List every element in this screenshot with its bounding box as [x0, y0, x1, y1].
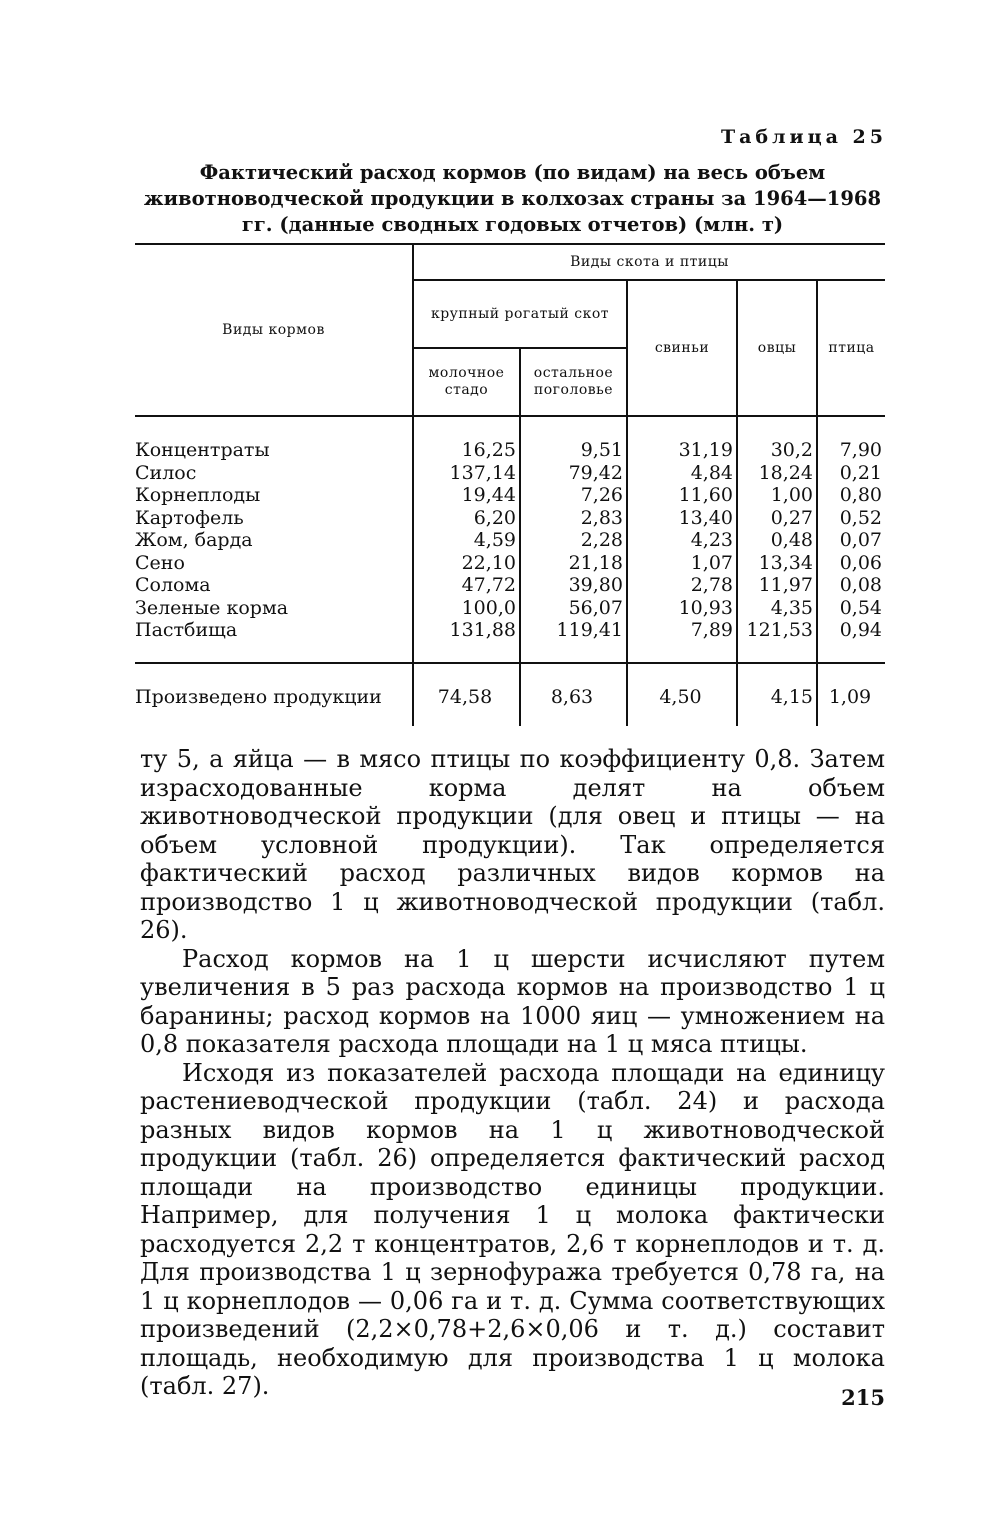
cell-other: 7,26 — [520, 484, 627, 507]
page-number: 215 — [841, 1385, 885, 1410]
header-pigs: свиньи — [627, 280, 737, 416]
cell-sheep: 0,27 — [737, 507, 817, 530]
cell-pigs: 4,23 — [627, 529, 737, 552]
cell-sheep: 0,48 — [737, 529, 817, 552]
header-dairy: молочное стадо — [413, 348, 520, 416]
body-text — [140, 745, 885, 1401]
cell-sheep: 18,24 — [737, 462, 817, 485]
feed-name: Зеленые корма — [135, 596, 289, 619]
cell-sheep: 11,97 — [737, 574, 817, 597]
total-pigs: 4,50 — [627, 663, 737, 727]
cell-dairy: 137,14 — [413, 462, 520, 485]
cell-poultry: 0,80 — [817, 484, 885, 507]
cell-dairy: 19,44 — [413, 484, 520, 507]
feed-name: Концентраты — [135, 439, 270, 461]
cell-poultry: 0,21 — [817, 462, 885, 485]
total-other: 8,63 — [520, 663, 627, 727]
feed-name: Сено — [135, 551, 185, 574]
table-row — [135, 597, 885, 620]
table-row — [135, 619, 885, 663]
header-poultry: птица — [817, 280, 885, 416]
header-other: остальное поголовье — [520, 348, 627, 416]
cell-sheep: 30,2 — [737, 416, 817, 462]
cell-poultry: 0,06 — [817, 552, 885, 575]
table-row — [135, 484, 885, 507]
header-cattle: крупный рогатый скот — [413, 280, 627, 348]
paragraph-1: ту 5, а яйца — в мясо птицы по коэффициенту 0,8. Затем израсходованные корма делят на объем животноводческой продукции (для овец и птицы — на объем условной продукции). Так определяется фактический расход различных видов кормов на производство 1 ц животноводческой продукции (табл. 26). — [140, 745, 885, 944]
total-sheep: 4,15 — [737, 663, 817, 727]
cell-pigs: 31,19 — [627, 416, 737, 462]
header-feed-types: Виды кормов — [135, 244, 413, 416]
cell-dairy: 4,59 — [413, 529, 520, 552]
feed-name: Солома — [135, 574, 211, 596]
cell-poultry: 0,94 — [817, 619, 885, 663]
cell-dairy: 22,10 — [413, 552, 520, 575]
cell-pigs: 2,78 — [627, 574, 737, 597]
cell-other: 9,51 — [520, 416, 627, 462]
header-sheep: овцы — [737, 280, 817, 416]
cell-other: 56,07 — [520, 597, 627, 620]
cell-pigs: 13,40 — [627, 507, 737, 530]
table-row — [135, 507, 885, 530]
cell-pigs: 11,60 — [627, 484, 737, 507]
table-body — [135, 416, 885, 663]
cell-poultry: 0,08 — [817, 574, 885, 597]
cell-sheep: 13,34 — [737, 552, 817, 575]
feed-name: Корнеплоды — [135, 484, 261, 506]
feed-name: Картофель — [135, 506, 244, 529]
cell-other: 2,83 — [520, 507, 627, 530]
cell-poultry: 0,54 — [817, 597, 885, 620]
total-row — [135, 663, 885, 727]
cell-dairy: 16,25 — [413, 416, 520, 462]
cell-other: 2,28 — [520, 529, 627, 552]
feed-consumption-table — [135, 243, 885, 726]
table-label: Таблица 25 — [720, 126, 887, 148]
table-row — [135, 416, 885, 462]
total-name: Произведено продукции — [135, 663, 413, 727]
paragraph-2: Расход кормов на 1 ц шерсти исчисляют путем увеличения в 5 раз расхода кормов на производство 1 ц баранины; расход кормов на 1000 яиц — умножением на 0,8 показателя расхода площади на 1 ц мяса птицы. — [140, 944, 885, 1058]
feed-name: Пастбища — [135, 619, 238, 641]
cell-pigs: 4,84 — [627, 462, 737, 485]
table-row — [135, 574, 885, 597]
feed-name: Жом, барда — [135, 529, 253, 551]
cell-dairy: 6,20 — [413, 507, 520, 530]
cell-dairy: 131,88 — [413, 619, 520, 663]
cell-pigs: 1,07 — [627, 552, 737, 575]
table-caption: Фактический расход кормов (по видам) на весь объем животноводческой продукции в колхозах страны за 1964—1968 гг. (данные сводных годовых отчетов) (млн. т) — [143, 161, 882, 236]
cell-other: 21,18 — [520, 552, 627, 575]
cell-dairy: 47,72 — [413, 574, 520, 597]
cell-sheep: 4,35 — [737, 597, 817, 620]
table-row — [135, 529, 885, 552]
cell-pigs: 10,93 — [627, 597, 737, 620]
table-total — [135, 663, 885, 727]
total-dairy: 74,58 — [413, 663, 520, 727]
cell-other: 39,80 — [520, 574, 627, 597]
cell-poultry: 0,52 — [817, 507, 885, 530]
feed-name: Силос — [135, 461, 197, 484]
cell-sheep: 1,00 — [737, 484, 817, 507]
header-livestock: Виды скота и птицы — [413, 244, 885, 280]
paragraph-3: Исходя из показателей расхода площади на единицу растениеводческой продукции (табл. 24) и расхода разных видов кормов на 1 ц животноводческой продукции (табл. 26) определяется фактический расход площади на производство единицы продукции. Например, для получения 1 ц молока фактически расходуется 2,2 т концентратов, 2,6 т корнеплодов и т. д. Для производства 1 ц зернофуража требуется 0,78 га, на 1 ц корнеплодов — 0,06 га и т. д. Сумма соответствующих произведений (2,2×0,78+2,6×0,06 и т. д.) составит площадь, необходимую для производства 1 ц молока (табл. 27). — [140, 1058, 885, 1400]
cell-poultry: 0,07 — [817, 529, 885, 552]
cell-sheep: 121,53 — [737, 619, 817, 663]
total-poultry: 1,09 — [817, 663, 885, 727]
cell-pigs: 7,89 — [627, 619, 737, 663]
table-row — [135, 462, 885, 485]
cell-poultry: 7,90 — [817, 416, 885, 462]
cell-other: 79,42 — [520, 462, 627, 485]
cell-other: 119,41 — [520, 619, 627, 663]
table-row — [135, 552, 885, 575]
cell-dairy: 100,0 — [413, 597, 520, 620]
